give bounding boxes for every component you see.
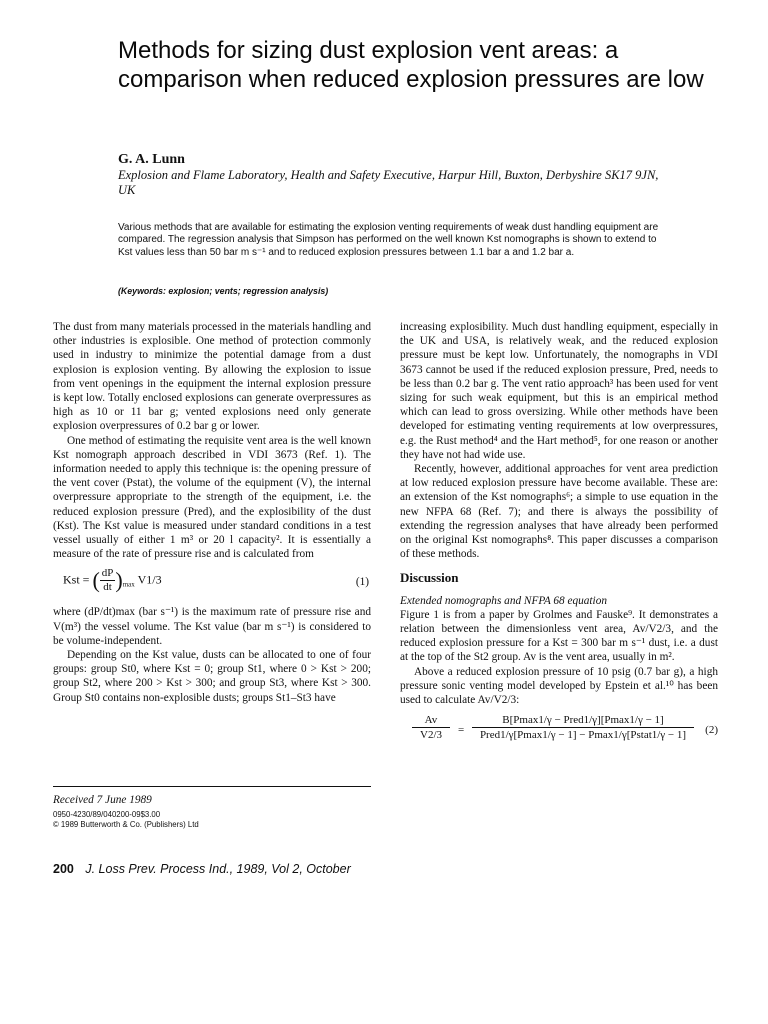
section-heading-discussion: Discussion [400,570,459,586]
eq1-denominator: dt [103,581,112,594]
equation-2: $\frac{Av}{V2/3}$ = B[Pmax1/γ − Pred1/γ][Pmax1/γ − 1] Pred1/γ[Pmax1/γ − 1] − Pmax1/γ[Pstat1/γ − 1] (2) [400,711,718,753]
copyright-line: © 1989 Butterworth & Co. (Publishers) Ltd [53,820,199,829]
right-paragraph-4: Above a reduced explosion pressure of 10 psig (0.7 bar g), a high pressure sonic venting model developed by Epstein et al.¹⁰ has been used to calculate Av/V2/3: [400,665,718,707]
journal-footer [53,862,351,876]
equation-1: Kst = ( $\frac{dP}{dt}$ )$_{max}$ V1/3 (1) [63,567,369,594]
eq1-volume-term: V1/3 [137,572,162,587]
left-paragraph-2: One method of estimating the requisite vent area is the well known Kst nomograph approach described in VDI 3673 (Ref. 1). The information needed to apply this technique is: the opening pressure of the vent cover (Pstat), the volume of the equipment (V), the internal overpressure appropriate to the strength of the equipment, i.e. the reduced explosion pressure (Pred), and the explosibility of the dust (Kst). The Kst value is measured under standard conditions in a test vessel usually of either 1 m³ or 20 l capacity². It is essentially a measure of the rate of pressure rise and is calculated from [53,434,371,561]
footnote-divider [53,786,371,787]
right-paragraph-2: Recently, however, additional approaches for vent area prediction at low reduced explosion pressure have become available. These are: an extension of the Kst nomographs⁶; a simple to use equation in the new NFPA 68 (Ref. 7); and there is always the possibility of extending the regression analyses that have already been performed on the original Kst nomographs⁸. This paper discusses a comparison of these methods. [400,463,718,561]
right-column [400,320,718,753]
eq1-label: (1) [355,576,369,589]
article-title: Methods for sizing dust explosion vent areas: a comparison when reduced explosion pressures are low [118,37,704,93]
eq2-denominator: Pred1/γ[Pmax1/γ − 1] − Pmax1/γ[Pstat1/γ − 1] [479,729,687,742]
eq1-lhs: Kst = [63,572,90,587]
eq1-subscript: max [122,580,135,589]
right-paragraph-3: Figure 1 is from a paper by Grolmes and Fauske⁹. It demonstrates a relation between the dimensionless vent area, Av/V2/3, and the reduced explosion pressure for a Kst = 300 bar m s⁻¹ dust, i.e. a dust at the top of the St2 group. Av is the vent area, usually in m². [400,608,718,664]
issn-code: 0950-4230/89/040200-09$3.00 [53,810,161,819]
abstract: Various methods that are available for estimating the explosion venting requirements of weak dust handling equipment are compared. The regression analysis that Simpson has performed on the well known Kst nomographs is shown to extend to Kst values less than 50 bar m s⁻¹ and to reduced explosion pressures between 1.1 bar a and 1.2 bar a. [118,222,659,258]
left-column [53,320,371,705]
keywords: (Keywords: explosion; vents; regression analysis) [118,286,329,296]
publication-code [53,810,199,830]
journal-citation: J. Loss Prev. Process Ind., 1989, Vol 2, October [85,862,351,876]
left-paragraph-4: Depending on the Kst value, dusts can be allocated to one of four groups: group St0, where Kst = 0; group St1, where 0 > Kst > 200; group St2, where 200 > Kst > 300; and group St3, where Kst > 300. Group St0 contains non-explosible dusts; groups St1–St3 have [53,649,371,704]
subsection-heading: Extended nomographs and NFPA 68 equation [400,594,607,607]
left-paragraph-1: The dust from many materials processed in the materials handling and other industries is explosible. One method of protection commonly used in industry to minimize the potential damage from a dust explosion is explosion venting. By allowing the explosion to issue from vent openings in the equipment the internal explosion pressure is kept low. Totally enclosed explosions can generate overpressures as high as 10 or 11 bar g; vented explosions need only generate explosion overpressures of 0.2 bar g or lower. [53,321,371,433]
eq2-lhs-denominator: V2/3 [420,729,442,742]
author-affiliation: Explosion and Flame Laboratory, Health and Safety Executive, Harpur Hill, Buxton, Derbyshire SK17 9JN, UK [118,168,659,197]
eq2-numerator: B[Pmax1/γ − Pred1/γ][Pmax1/γ − 1] [472,713,694,728]
received-date: Received 7 June 1989 [53,794,152,806]
author-name: G. A. Lunn [118,152,185,167]
eq2-label: (2) [705,724,718,737]
right-paragraph-1: increasing explosibility. Much dust handling equipment, especially in the UK and USA, is relatively weak, and the reduced explosion pressure must be kept low. Unfortunately, the nomographs in VDI 3673 cannot be used if the reduced explosion pressure, Pred, needs to be less than 0.2 bar g. The vent ratio approach³ has been used for vent sizing for such weak equipment, but this is an empirical method which can lead to gross oversizing. While other methods have been developed for estimating venting requirements at low overpressures, e.g. the Rust method⁴ and the Hart method⁵, for one reason or another they have not had wide use. [400,321,718,461]
eq2-lhs-numerator: Av [412,713,450,728]
page-number: 200 [53,862,74,876]
eq1-numerator: dP [101,567,114,580]
left-paragraph-3: where (dP/dt)max (bar s⁻¹) is the maximum rate of pressure rise and V(m³) the vessel volume. The Kst value (bar m s⁻¹) is considered to be volume-independent. [53,606,371,647]
